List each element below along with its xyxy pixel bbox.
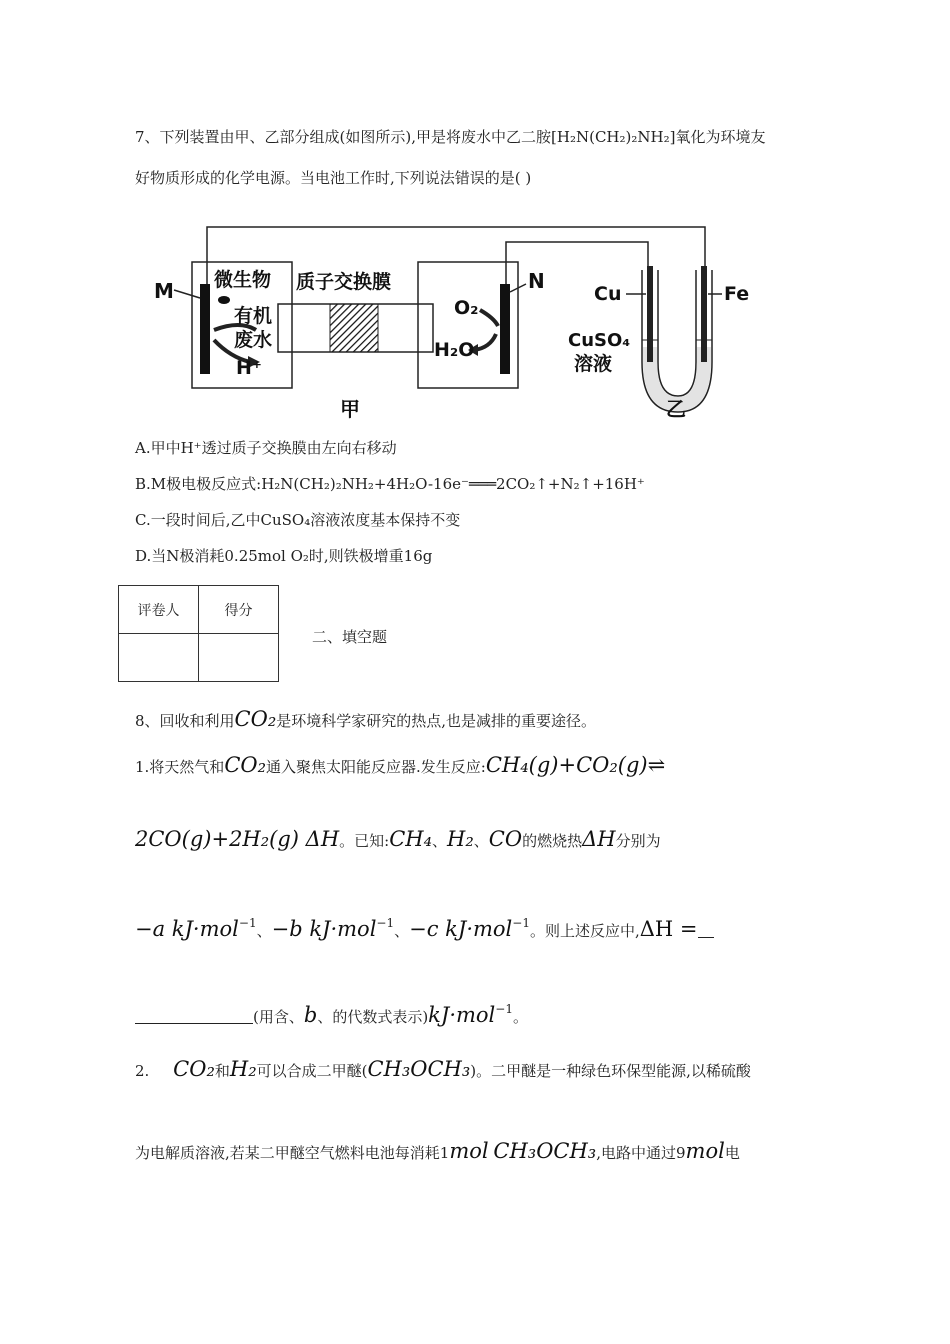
label-yi: 乙: [666, 397, 686, 421]
grader-header-reviewer: 评卷人: [119, 586, 199, 634]
q7-stem-line2: 好物质形成的化学电源。当电池工作时,下列说法错误的是( ): [135, 169, 532, 187]
label-jia: 甲: [340, 397, 360, 421]
membrane-shape: [330, 304, 378, 352]
q8-part2-line2: 为电解质溶液,若某二甲醚空气燃料电池每消耗1mol CH₃OCH₃,电路中通过9mol电: [135, 1139, 740, 1163]
section-title: 二、填空题: [312, 628, 388, 646]
grader-cell-reviewer[interactable]: [119, 634, 199, 682]
grader-table: [118, 585, 279, 682]
electrode-fe: [701, 266, 707, 362]
electrode-cu: [647, 266, 653, 362]
q8-part1-line4: (用含、b、的代数式表示)kJ·mol$^{-1}$。: [135, 998, 528, 1028]
label-o2: O₂: [454, 297, 479, 319]
q8-part1-line1: 1.将天然气和CO₂通入聚焦太阳能反应器.发生反应:CH₄(g)+CO₂(g)⇌: [135, 753, 666, 777]
label-cuso4: CuSO₄: [568, 330, 631, 351]
label-membrane: 质子交换膜: [296, 271, 392, 293]
q7-option-b: B.M极电极反应式:H₂N(CH₂)₂NH₂+4H₂O-16e⁻═══2CO₂↑+N₂↑+16H⁺: [135, 475, 645, 493]
cell-diagram: [150, 222, 770, 422]
q8-part1-line3: −a kJ·mol$^{-1}$、−b kJ·mol$^{-1}$、−c kJ·mol$^{-1}$。则上述反应中,ΔH =: [135, 912, 714, 942]
label-organic-1: 有机: [234, 305, 273, 327]
q7-stem-line1: 7、下列装置由甲、乙部分组成(如图所示),甲是将废水中乙二胺[H₂N(CH₂)₂NH₂]氧化为环境友: [135, 128, 766, 146]
label-m: M: [154, 279, 174, 303]
electrode-n: [500, 284, 510, 374]
q8-part1-line2: 2CO(g)+2H₂(g) ΔH。已知:CH₄、H₂、CO的燃烧热ΔH分别为: [135, 827, 661, 851]
q7-option-d: D.当N极消耗0.25mol O₂时,则铁极增重16g: [135, 547, 433, 565]
label-solution: 溶液: [574, 353, 613, 375]
label-microbe: 微生物: [214, 269, 272, 291]
grader-header-score: 得分: [199, 586, 279, 634]
grader-cell-score[interactable]: [199, 634, 279, 682]
q7-option-c: C.一段时间后,乙中CuSO₄溶液浓度基本保持不变: [135, 511, 461, 529]
q7-option-a: A.甲中H⁺透过质子交换膜由左向右移动: [135, 439, 397, 457]
q8-intro: 8、回收和利用CO₂是环境科学家研究的热点,也是减排的重要途径。: [135, 707, 597, 731]
answer-blank-start[interactable]: [698, 921, 714, 938]
answer-blank[interactable]: [135, 1007, 253, 1024]
q8-part2-line1: 2. CO₂和H₂可以合成二甲醚(CH₃OCH₃)。二甲醚是一种绿色环保型能源,以稀硫酸: [135, 1057, 751, 1081]
label-h2o: H₂O: [434, 339, 475, 361]
label-cu: Cu: [594, 283, 622, 305]
label-fe: Fe: [724, 283, 750, 305]
label-h-plus: H⁺: [236, 357, 262, 379]
electrode-m: [200, 284, 210, 374]
label-organic-2: 废水: [234, 329, 273, 351]
label-n: N: [528, 269, 545, 293]
